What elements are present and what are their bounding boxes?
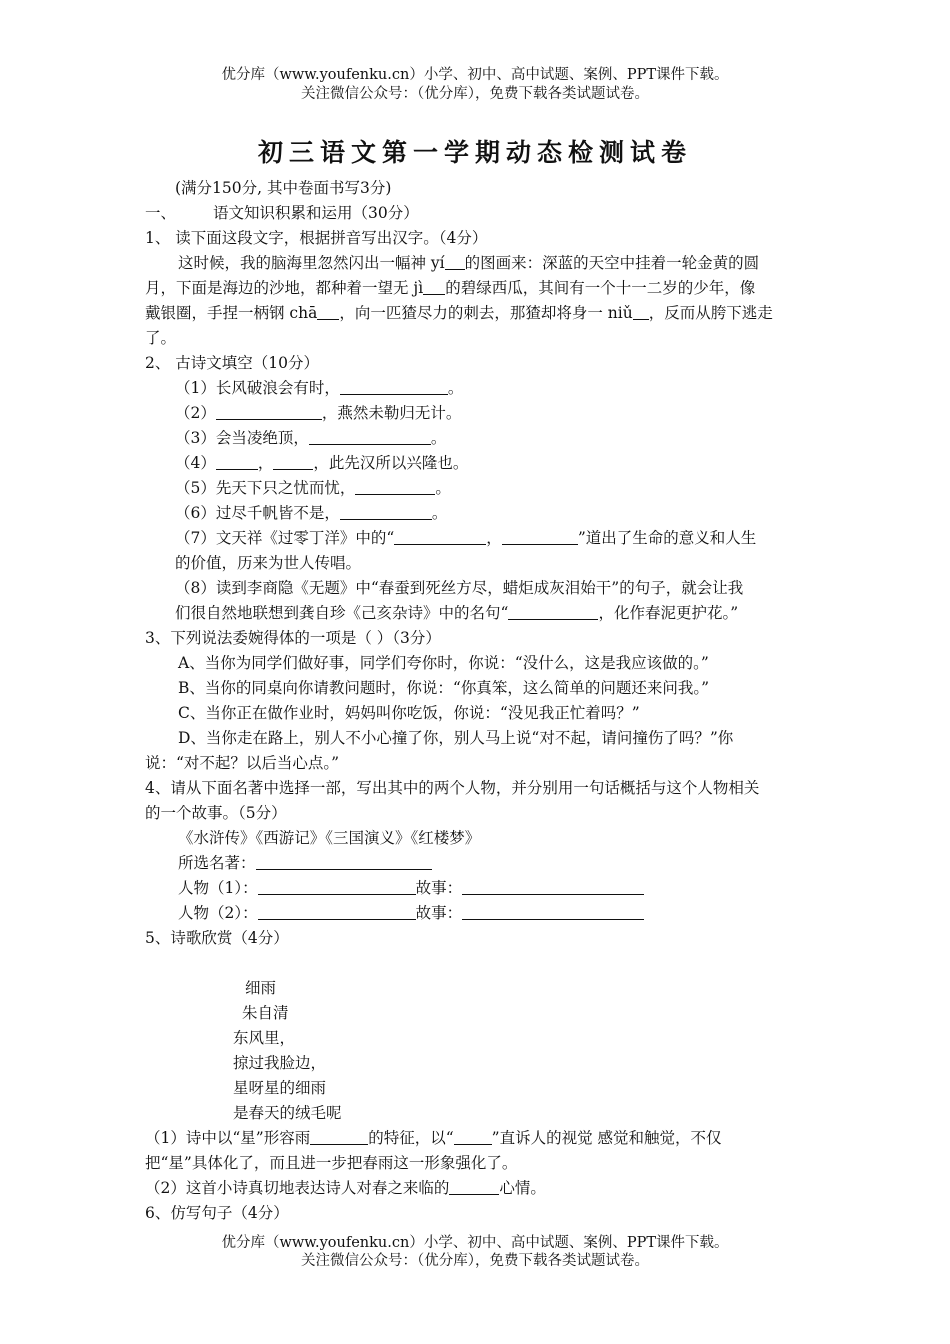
q3-option-d: D、当你走在路上，别人不小心撞了你，别人马上说“对不起，请问撞伤了吗？”你	[178, 729, 734, 747]
q5-sub-2: （2）这首小诗真切地表达诗人对春之来临的 心情。	[145, 1179, 546, 1197]
q4-person-2: 人物（2）： 故事：	[178, 903, 644, 923]
q2-item-8: （8）读到李商隐《无题》中“春蚕到死丝方尽，蜡炬成灰泪始干”的句子，就会让我	[175, 579, 744, 597]
blank[interactable]	[340, 379, 448, 395]
blank[interactable]	[633, 304, 649, 320]
story-1-blank[interactable]	[462, 879, 644, 895]
q2-item-4: （4） ， ，此先汉所以兴隆也。	[175, 454, 469, 472]
q4-title-cont: 的一个故事。（5分）	[145, 804, 287, 822]
q2-item-2: （2） ，燕然未勒归无计。	[175, 404, 462, 422]
q1-para-line-3: 戴银圈，手捏一柄钢 chā ，向一匹猹尽力的刺去，那猹却将身一 niǔ ，反而从胯下逃走	[145, 304, 773, 322]
q2-item-7: （7）文天祥《过零丁洋》中的“ ， ”道出了生命的意义和人生	[175, 529, 757, 547]
q2-item-8-cont: 们很自然地联想到龚自珍《己亥杂诗》中的名句“ ，化作春泥更护花。”	[175, 604, 739, 622]
q4-books: 《水浒传》《西游记》《三国演义》《红楼梦》	[178, 829, 481, 847]
q2-item-6: （6）过尽千帆皆不是， 。	[175, 504, 448, 522]
q3-title: 3、下列说法委婉得体的一项是（ ）（3分）	[145, 629, 441, 647]
q3-option-d-cont: 说：“对不起？以后当心点。”	[145, 754, 340, 772]
section-1-number: 一、	[145, 204, 177, 222]
story-2-blank[interactable]	[462, 904, 644, 920]
q2-item-3: （3）会当凌绝顶， 。	[175, 429, 447, 447]
blank[interactable]	[423, 279, 445, 295]
blank[interactable]	[310, 1129, 368, 1145]
poem-line-1: 东风里，	[233, 1029, 296, 1047]
q1-para-line-1: 这时候，我的脑海里忽然闪出一幅神 yí 的图画来：深蓝的天空中挂着一轮金黄的圆	[178, 254, 760, 272]
blank[interactable]	[317, 304, 339, 320]
poem-title: 细雨	[245, 979, 277, 997]
header-line-1: 优分库（www.youfenku.cn）小学、初中、高中试题、案例、PPT课件下载。	[221, 67, 729, 83]
blank[interactable]	[454, 1129, 492, 1145]
page-title: 初三语文第一学期动态检测试卷	[257, 138, 692, 167]
q5-sub-1-cont: 把“星”具体化了，而且进一步把春雨这一形象强化了。	[145, 1154, 518, 1172]
footer-line-1: 优分库（www.youfenku.cn）小学、初中、高中试题、案例、PPT课件下载。	[221, 1235, 729, 1251]
q4-person-1: 人物（1）： 故事：	[178, 878, 644, 898]
poem-author: 朱自清	[242, 1004, 289, 1022]
q4-selected-book: 所选名著：	[178, 853, 432, 873]
poem-line-2: 掠过我脸边，	[233, 1054, 327, 1072]
score-note: (满分150分, 其中卷面书写3分)	[175, 179, 392, 197]
blank[interactable]	[216, 404, 322, 420]
q1-para-line-4: 了。	[145, 329, 177, 347]
q3-option-b: B、当你的同桌向你请教问题时，你说：“你真笨，这么简单的问题还来问我。”	[178, 679, 709, 697]
blank[interactable]	[502, 529, 578, 545]
q2-item-7-cont: 的价值，历来为世人传唱。	[175, 554, 362, 572]
header-line-2: 关注微信公众号：（优分库），免费下载各类试题试卷。	[301, 86, 649, 102]
blank[interactable]	[508, 604, 598, 620]
q1-para-line-2: 月，下面是海边的沙地，都种着一望无 jì 的碧绿西瓜，其间有一个十一二岁的少年，像	[145, 279, 756, 297]
section-1-title: 语文知识积累和运用（30分）	[213, 204, 419, 222]
blank[interactable]	[449, 1179, 499, 1195]
q2-item-1: （1）长风破浪会有时， 。	[175, 379, 464, 397]
q6-title: 6、仿写句子（4分）	[145, 1204, 289, 1222]
blank[interactable]	[394, 529, 486, 545]
selected-book-blank[interactable]	[256, 854, 432, 870]
blank[interactable]	[273, 454, 313, 470]
blank[interactable]	[355, 479, 435, 495]
footer-line-2: 关注微信公众号：（优分库），免费下载各类试题试卷。	[301, 1253, 649, 1269]
blank[interactable]	[216, 454, 258, 470]
q5-title: 5、诗歌欣赏（4分）	[145, 929, 289, 947]
poem-line-4: 是春天的绒毛呢	[233, 1104, 342, 1122]
q4-title: 4、请从下面名著中选择一部，写出其中的两个人物，并分别用一句话概括与这个人物相关	[145, 779, 760, 797]
person-2-blank[interactable]	[258, 904, 416, 920]
q1-title: 1、 读下面这段文字，根据拼音写出汉字。（4分）	[145, 229, 488, 247]
q3-option-a: A、当你为同学们做好事，同学们夸你时，你说：“没什么，这是我应该做的。”	[178, 654, 709, 672]
person-1-blank[interactable]	[258, 879, 416, 895]
blank[interactable]	[309, 429, 431, 445]
poem-line-3: 星呀星的细雨	[233, 1079, 327, 1097]
blank[interactable]	[445, 254, 465, 270]
blank[interactable]	[340, 504, 432, 520]
q5-sub-1: （1）诗中以“星”形容雨 的特征，以“ ”直诉人的视觉 感觉和触觉，不仅	[145, 1129, 722, 1147]
q3-option-c: C、当你正在做作业时，妈妈叫你吃饭，你说：“没见我正忙着吗？”	[178, 704, 640, 722]
q2-item-5: （5）先天下只之忧而忧， 。	[175, 479, 451, 497]
q2-title: 2、 古诗文填空（10分）	[145, 354, 320, 372]
